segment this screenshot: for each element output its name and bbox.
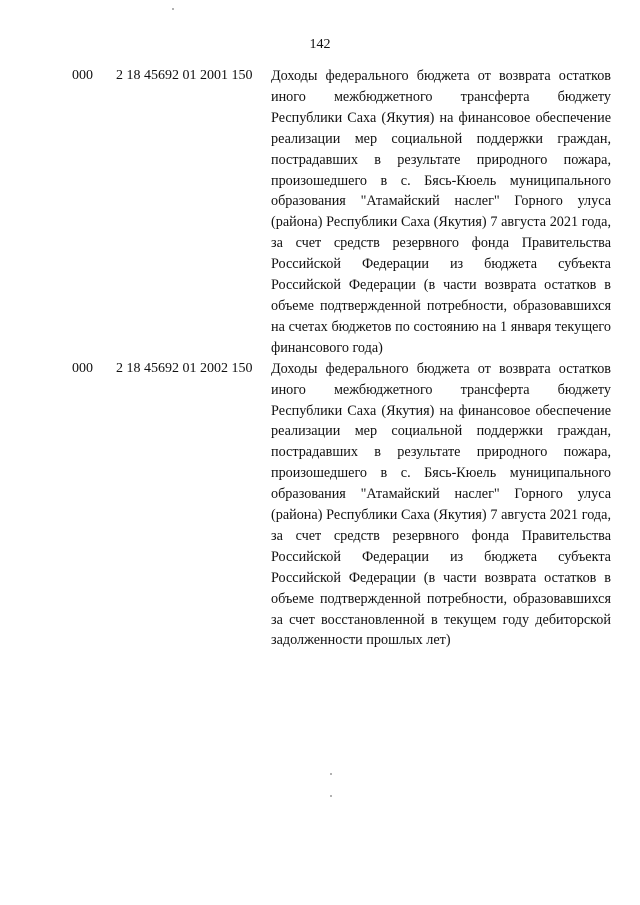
classification-entry-2	[0, 359, 640, 652]
budget-classification-code: 2 18 45692 01 2002 150	[116, 360, 253, 376]
administrator-code: 000	[72, 360, 93, 376]
scan-speck	[172, 8, 174, 10]
revenue-description: Доходы федерального бюджета от возврата остатков иного межбюджетного трансферта бюджету Республики Саха (Якутия) на финансовое обеспечение реализации мер социальной поддержки граждан, пострадавших в результате природного пожара, произошедшего в с. Бясь-Кюель муниципального образования "Атамайский наслег" Горного улуса (района) Республики Саха (Якутия) 7 августа 2021 года, за счет средств резервного фонда Правительства Российской Федерации из бюджета субъекта Российской Федерации (в части возврата остатков в объеме подтвержденной потребности, образовавшихся за счет восстановленной в текущем году дебиторской задолженности прошлых лет)	[271, 360, 611, 649]
scan-speck	[330, 795, 332, 797]
budget-classification-code: 2 18 45692 01 2001 150	[116, 68, 253, 83]
scan-speck	[330, 773, 332, 775]
administrator-code: 000	[72, 68, 93, 83]
classification-entry-1	[0, 66, 640, 359]
revenue-description: Доходы федерального бюджета от возврата остатков иного межбюджетного трансферта бюджету Республики Саха (Якутия) на финансовое обеспечение реализации мер социальной поддержки граждан, пострадавших в результате природного пожара, произошедшего в с. Бясь-Кюель муниципального образования "Атамайский наслег" Горного улуса (района) Республики Саха (Якутия) 7 августа 2021 года, за счет средств резервного фонда Правительства Российской Федерации из бюджета субъекта Российской Федерации (в части возврата остатков в объеме подтвержденной потребности, образовавшихся на счетах бюджетов по состоянию на 1 января текущего финансового года)	[271, 68, 611, 356]
budget-classification-list	[0, 66, 640, 651]
page-number: 142	[309, 37, 331, 52]
